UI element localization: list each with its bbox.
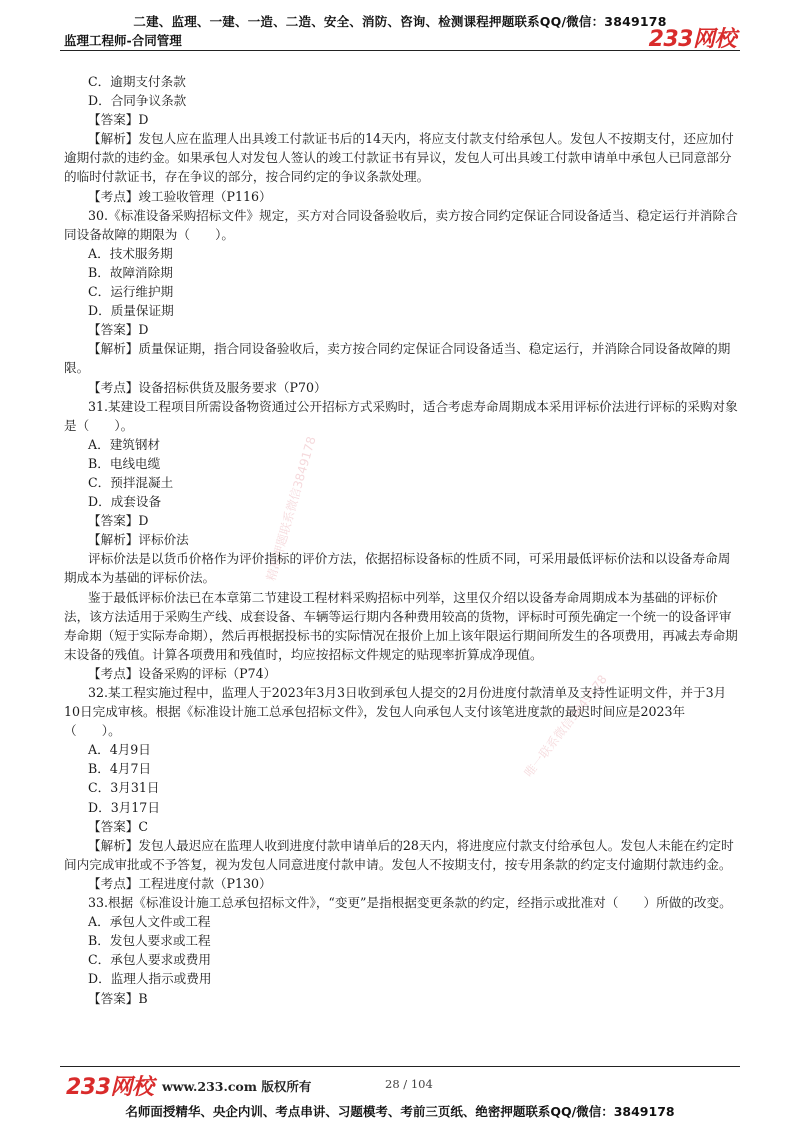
key-point: 【考点】竣工验收管理（P116）: [88, 188, 272, 204]
option-c: C．3月31日: [88, 780, 160, 796]
answer: 【答案】D: [88, 112, 149, 128]
option-c: C．运行维护期: [88, 284, 174, 300]
key-point: 【考点】工程进度付款（P130）: [88, 875, 272, 891]
header-courses: 二建、监理、一建、一造、二造、安全、消防、咨询、检测课程押题联系QQ/微信：3849178: [133, 14, 667, 29]
analysis: 【解析】评标价法: [88, 532, 189, 548]
option-b: B．4月7日: [88, 761, 152, 777]
document-body: [64, 72, 740, 1008]
option-c: C．承包人要求或费用: [88, 952, 211, 968]
header-divider: [60, 50, 740, 51]
header-logo: 233网校: [648, 27, 736, 52]
option-d: D．质量保证期: [88, 303, 174, 319]
analysis: 【解析】发包人应在监理人出具竣工付款证书后的14天内，将应支付款支付给承包人。发包人不按期支付，还应加付逾期付款的违约金。如果承包人对发包人签认的竣工付款证书有异议，发包人可出具竣工付款申请单中承包人已同意部分的临时付款证书，存在争议的部分，按合同约定的争议条款处理。: [64, 131, 734, 185]
question-30: 30.《标准设备采购招标文件》规定，买方对合同设备验收后，卖方按合同约定保证合同设备适当、稳定运行并消除合同设备故障的期限为（ ）。: [64, 207, 738, 242]
option-b: B．电线电缆: [88, 455, 161, 471]
option-c: C．逾期支付条款: [88, 74, 186, 89]
answer: 【答案】D: [88, 322, 149, 338]
answer: 【答案】D: [88, 513, 149, 529]
analysis-paragraph: 评标价法是以货币价格作为评价指标的评价方法，依据招标设备标的性质不同，可采用最低评标价法和以设备寿命周期成本为基础的评标价法。: [64, 551, 731, 586]
footer-logo: 233网校: [66, 1075, 154, 1100]
question-31: 31.某建设工程项目所需设备物资通过公开招标方式采购时，适合考虑寿命周期成本采用评标价法进行评标的采购对象是（ ）。: [64, 398, 738, 433]
option-d: D．监理人指示或费用: [88, 971, 212, 987]
footer-copyright: www.233.com 版权所有: [162, 1079, 312, 1094]
watermark-1: 精准押题联系微信3849178: [263, 434, 319, 583]
option-a: A．建筑钢材: [88, 436, 161, 452]
header-subject: 监理工程师-合同管理: [64, 33, 182, 48]
option-b: B．故障消除期: [88, 264, 173, 280]
answer: 【答案】C: [88, 818, 149, 834]
option-a: A．技术服务期: [88, 245, 173, 261]
option-d: D．合同争议条款: [88, 93, 187, 109]
analysis-paragraph: 鉴于最低评标价法已在本章第二节建设工程材料采购招标中列举，这里仅介绍以设备寿命周期成本为基础的评标价法，该方法适用于采购生产线、成套设备、车辆等运行期内各种费用较高的货物，评标时可预先确定一个统一的设备评审寿命期（短于实际寿命期），然后再根据投标书的实际情况在报价上加上该年限运行期间所发生的各项费用，再减去寿命期末设备的残值。计算各项费用和残值时，均应按招标文件规定的贴现率折算成净现值。: [64, 589, 738, 662]
option-d: D．成套设备: [88, 494, 162, 510]
option-a: A．承包人文件或工程: [88, 914, 211, 930]
question-33: 33.根据《标准设计施工总承包招标文件》，“变更”是指根据变更条款的约定，经指示或批准对（ ）所做的改变。: [88, 895, 732, 911]
option-d: D．3月17日: [88, 799, 160, 815]
question-32: 32.某工程实施过程中，监理人于2023年3月3日收到承包人提交的2月份进度付款清单及支持性证明文件，并于3月10日完成审核。根据《标准设计施工总承包招标文件》，发包人向承包人支付该笔进度款的最迟时间应是2023年（ ）。: [64, 685, 727, 739]
key-point: 【考点】设备采购的评标（P74）: [88, 665, 277, 681]
page-number: 28 / 104: [385, 1077, 433, 1091]
key-point: 【考点】设备招标供货及服务要求（P70）: [88, 379, 327, 395]
option-b: B．发包人要求或工程: [88, 933, 211, 949]
footer-divider: [60, 1066, 740, 1067]
option-a: A．4月9日: [88, 742, 151, 758]
watermark-2: 唯一联系微信3849178: [521, 672, 610, 780]
answer: 【答案】B: [88, 990, 148, 1006]
analysis: 【解析】质量保证期，指合同设备验收后，卖方按合同约定保证合同设备适当、稳定运行，并消除合同设备故障的期限。: [64, 341, 731, 376]
option-c: C．预拌混凝土: [88, 474, 174, 490]
analysis: 【解析】发包人最迟应在监理人收到进度付款申请单后的28天内，将进度应付款支付给承包人。发包人未能在约定时间内完成审批或不予答复，视为发包人同意进度付款申请。发包人不按期支付，按专用条款的约定支付逾期付款违约金。: [64, 837, 734, 872]
footer-promo: 名师面授精华、央企内训、考点串讲、习题模考、考前三页纸、绝密押题联系QQ/微信：3849178: [125, 1104, 675, 1119]
